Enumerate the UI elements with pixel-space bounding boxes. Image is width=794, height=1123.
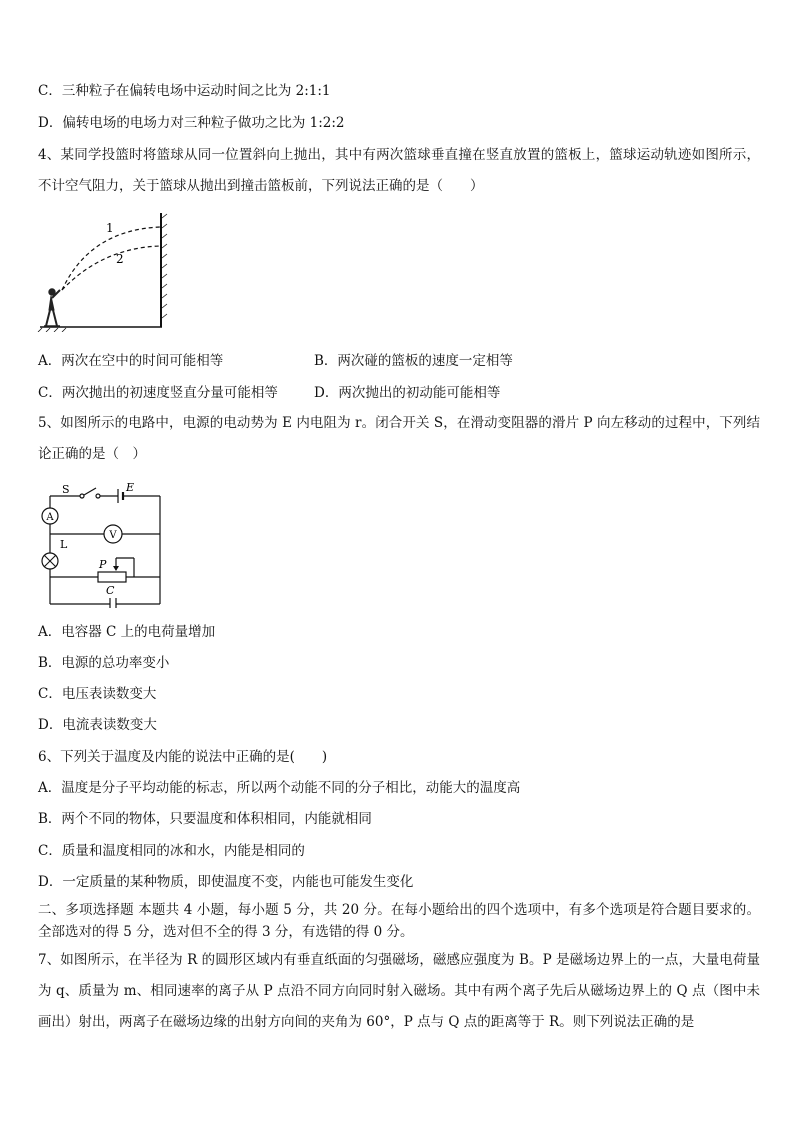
q4-option-d: D．两次抛出的初动能可能相等 [314,385,501,401]
q6-option-d: D．一定质量的某种物质，即使温度不变，内能也可能发生变化 [38,874,414,890]
switch-label: S [62,483,70,496]
q4-option-b: B．两次碰的篮板的速度一定相等 [314,353,513,369]
trajectory-1-label: 1 [106,221,114,235]
voltmeter-label: V [109,530,117,541]
section-2-header: 二、多项选择题 本题共 4 小题，每小题 5 分，共 20 分。在每小题给出的四个选项中，有多个选项是符合题目要求的。全部选对的得 5 分，选对但不全的得 3 分，有选错的得 0 分。 [38,902,760,940]
q3-option-d: D．偏转电场的电场力对三种粒子做功之比为 1:2:2 [38,115,345,131]
q3-option-c: C．三种粒子在偏转电场中运动时间之比为 2:1:1 [38,83,331,99]
q5-option-d: D．电流表读数变大 [38,717,157,733]
q4-options-row1 [38,352,758,370]
capacitor-label: C [106,584,115,597]
emf-label: E [126,481,135,494]
q5-option-a: A．电容器 C 上的电荷量增加 [38,624,216,640]
q4-stem: 4、某同学投篮时将篮球从同一位置斜向上抛出，其中有两次篮球垂直撞在竖直放置的篮板上，篮球运动轨迹如图所示，不计空气阻力，关于篮球从抛出到撞击篮板前，下列说法正确的是（ ） [38,147,760,194]
q6-option-b: B．两个不同的物体，只要温度和体积相同，内能就相同 [38,811,372,827]
q4-option-a: A．两次在空中的时间可能相等 [38,353,224,369]
lamp-label: L [60,538,68,551]
q4-option-c: C．两次抛出的初速度竖直分量可能相等 [38,385,278,401]
q6-option-c: C．质量和温度相同的冰和水，内能是相同的 [38,843,305,859]
trajectory-2-label: 2 [116,252,124,266]
q4-options-row2 [38,384,758,402]
slider-label: P [99,558,107,571]
trajectory-1 [62,227,160,290]
q6-stem: 6、下列关于温度及内能的说法中正确的是( ) [38,749,328,765]
player-figure [44,289,60,326]
q7-stem: 7、如图所示，在半径为 R 的圆形区域内有垂直纸面的匀强磁场，磁感应强度为 B。P 是磁场边界上的一点，大量电荷量为 q、质量为 m、相同速率的离子从 P 点沿不同方向同时射入磁场。其中有两个离子先后从磁场边界上的 Q 点（图中未画出）射出，两离子在磁场边缘的出射方向间的夹角为 60°，P 点与 Q 点的距离等于 R。则下列说法正确的是 [38,952,760,1030]
q5-option-b: B．电源的总功率变小 [38,655,170,671]
ammeter-label: A [46,512,54,523]
trajectory-2 [62,246,160,290]
q5-circuit-figure [36,478,166,608]
q5-stem: 5、如图所示的电路中，电源的电动势为 E 内电阻为 r。闭合开关 S，在滑动变阻器的滑片 P 向左移动的过程中，下列结论正确的是（ ） [38,415,760,462]
q4-basketball-figure [36,210,168,332]
q5-option-c: C．电压表读数变大 [38,686,157,702]
q6-option-a: A．温度是分子平均动能的标志，所以两个动能不同的分子相比，动能大的温度高 [38,780,521,796]
